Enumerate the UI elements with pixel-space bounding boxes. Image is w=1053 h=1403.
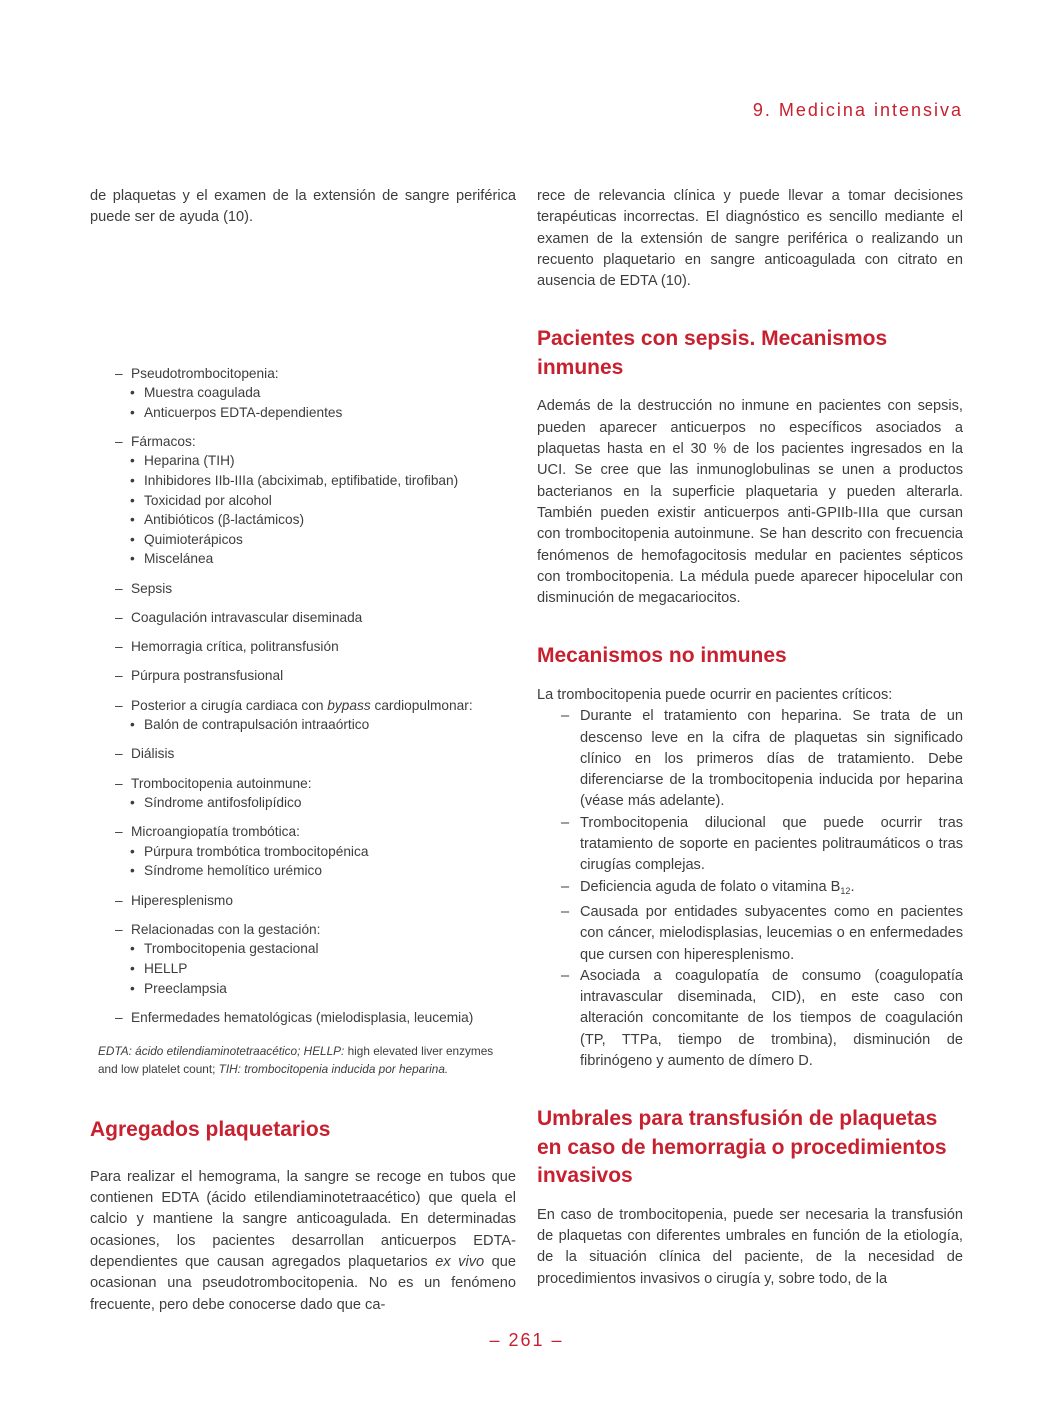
dash-marker: – [115, 746, 123, 762]
section-title-sepsis: Pacientes con sepsis. Mecanismos inmunes [537, 327, 888, 379]
section-title-umbrales: Umbrales para transfusión de plaquetas en caso de hemorragia o procedimientos invasivos [537, 1107, 947, 1188]
cause-subitem-text: Síndrome antifosfolipídico [144, 794, 302, 810]
cause-subitem [130, 959, 516, 979]
dash-marker: – [561, 878, 570, 895]
dash-marker: – [115, 775, 123, 791]
cause-label-part: Posterior a cirugía cardiaca con [131, 697, 328, 713]
cause-subitem [130, 979, 516, 999]
dash-marker: – [115, 639, 123, 655]
cause-item [115, 364, 516, 423]
cause-item [115, 666, 516, 685]
dash-marker: – [115, 1009, 123, 1025]
cause-subitem-text: Preeclampsia [144, 980, 227, 996]
cause-subitem [130, 939, 516, 959]
cause-subitem-text: Miscelánea [144, 551, 214, 567]
cause-label-part: bypass [327, 697, 371, 713]
cause-subitem-text: Muestra coagulada [144, 385, 261, 400]
table-legend [90, 1043, 516, 1078]
cause-subitem [130, 530, 516, 550]
umbrales-paragraph: En caso de trombocitopenia, puede ser necesaria la transfusión de plaquetas con diferentes umbrales en función de la etiología, de la situación clínica del paciente, de la necesidad de procedimientos invasivos o cirugía y, sobre todo, de la [537, 1206, 963, 1287]
dash-marker: – [561, 967, 570, 984]
legend-part: TIH: trombocitopenia inducida por heparina. [218, 1061, 449, 1076]
cause-subitem [130, 842, 516, 862]
cause-label: Hemorragia crítica, politransfusión [131, 639, 339, 655]
right-intro-paragraph: rece de relevancia clínica y puede llevar a tomar decisiones terapéuticas incorrectas. El diagnóstico es sencillo mediante el examen de la extensión de sangre periférica o realizando un recuento plaquetario en sangre anticoagulada con citrato en ausencia de EDTA (10). [537, 188, 963, 290]
bullet-marker: • [130, 716, 135, 732]
cause-subitem-text: Antibióticos (β-lactámicos) [144, 512, 304, 528]
cause-subitem-text: Anticuerpos EDTA-dependientes [144, 404, 343, 420]
dash-marker: – [115, 433, 123, 449]
cause-subitem-text: Toxicidad por alcohol [144, 492, 272, 508]
thrombocytopenia-causes-list [90, 364, 516, 1028]
bullet-marker: • [130, 960, 135, 976]
cause-label: Púrpura postransfusional [131, 668, 284, 684]
legend-part: high elevated liver enzymes and low platelet count; [98, 1044, 494, 1076]
cause-label: Microangiopatía trombótica: [131, 824, 300, 840]
cause-subitem [130, 451, 516, 471]
cause-subitem-text: Síndrome hemolítico urémico [144, 863, 323, 879]
agregados-paragraph: Para realizar el hemograma, la sangre se recoge en tubos que contienen EDTA (ácido etilendiaminotetraacético) que quela el calcio y mantiene la sangre anticoagulada. En determinadas ocasiones, los pacientes desarrollan anticuerpos EDTA-dependientes que causan agregados plaquetarios ex vivo que ocasionan una pseudotrombocitopenia. No es un fenómeno frecuente, pero debe conocerse dado que ca- [90, 1168, 516, 1313]
cause-subitem [130, 383, 516, 403]
cause-subitem [130, 491, 516, 511]
cause-item [115, 891, 516, 910]
no-inmunes-item [561, 706, 963, 812]
cause-label: Sepsis [131, 580, 173, 596]
bullet-marker: • [130, 492, 135, 508]
no-inmunes-item-text: Deficiencia aguda de folato o vitamina B [580, 878, 841, 895]
bullet-marker: • [130, 531, 135, 547]
cause-label: Enfermedades hematológicas (mielodisplasia, leucemia) [131, 1009, 474, 1025]
section-title-no-inmunes: Mecanismos no inmunes [537, 644, 787, 668]
bullet-marker: • [130, 843, 135, 859]
no-inmunes-intro: La trombocitopenia puede ocurrir en pacientes críticos: [537, 686, 893, 703]
cause-item [115, 774, 516, 813]
cause-subitem [130, 510, 516, 530]
dash-marker: – [115, 824, 123, 840]
cause-subitem [130, 861, 516, 881]
no-inmunes-item-text: Trombocitopenia dilucional que puede ocurrir tras tratamiento de soporte en pacientes politraumáticos o tras cirugías complejas. [580, 814, 963, 874]
left-intro-paragraph: de plaquetas y el examen de la extensión de sangre periférica puede ser de ayuda (10). [90, 188, 516, 226]
dash-marker: – [115, 580, 123, 596]
cause-item [115, 696, 516, 735]
no-inmunes-item [561, 902, 963, 966]
dash-marker: – [561, 708, 570, 725]
dash-marker: – [115, 609, 123, 625]
no-inmunes-item-text: Durante el tratamiento con heparina. Se trata de un descenso leve en la cifra de plaquetas sin significado clínico en los primeros días de tratamiento. Debe diferenciarse de la trombocitopenia inducida por heparina (véase más adelante). [580, 708, 963, 810]
cause-label: Fármacos: [131, 433, 196, 449]
cause-label: Coagulación intravascular diseminada [131, 609, 363, 625]
cause-subitem-text: Heparina (TIH) [144, 453, 235, 469]
cause-item [115, 637, 516, 656]
cause-item [115, 920, 516, 998]
dash-marker: – [115, 892, 123, 908]
cause-subitem-text: Balón de contrapulsación intraaórtico [144, 716, 370, 732]
cause-subitem [130, 403, 516, 423]
cause-subitem-text: Inhibidores IIb-IIIa (abciximab, eptifibatide, tirofiban) [144, 472, 459, 488]
left-column [90, 186, 516, 1316]
no-inmunes-item [561, 966, 963, 1072]
no-inmunes-list [537, 706, 963, 1072]
cause-label: Trombocitopenia autoinmune: [131, 775, 312, 791]
section-title-agregados: Agregados plaquetarios [90, 1118, 331, 1142]
bullet-marker: • [130, 863, 135, 879]
dash-marker: – [115, 921, 123, 937]
cause-subitem [130, 471, 516, 491]
cause-label: Pseudotrombocitopenia: [131, 365, 279, 381]
cause-subitem [130, 715, 516, 735]
dash-marker: – [115, 668, 123, 684]
cause-subitem-text: Púrpura trombótica trombocitopénica [144, 843, 369, 859]
bullet-marker: • [130, 980, 135, 996]
cause-item [115, 579, 516, 598]
dash-marker: – [115, 697, 123, 713]
cause-subitem-text: Trombocitopenia gestacional [144, 941, 319, 957]
cause-subitem [130, 549, 516, 569]
cause-item [115, 432, 516, 569]
right-column [537, 186, 963, 1290]
cause-item [115, 608, 516, 627]
b12-subscript: 12 [840, 885, 851, 896]
bullet-marker: • [130, 472, 135, 488]
bullet-marker: • [130, 941, 135, 957]
bullet-marker: • [130, 404, 135, 420]
cause-label: Relacionadas con la gestación: [131, 921, 321, 937]
b12-tail: . [850, 878, 855, 895]
legend-part: EDTA: ácido etilendiaminotetraacético; HELLP: [98, 1044, 345, 1059]
cause-subitem [130, 793, 516, 813]
cause-label: Diálisis [131, 746, 175, 762]
no-inmunes-item [561, 813, 963, 877]
bullet-marker: • [130, 512, 135, 528]
bullet-marker: • [130, 794, 135, 810]
cause-item [115, 744, 516, 763]
cause-label: Hiperesplenismo [131, 892, 233, 908]
dash-marker: – [115, 365, 123, 381]
cause-subitem-text: Quimioterápicos [144, 531, 243, 547]
bullet-marker: • [130, 453, 135, 469]
bullet-marker: • [130, 551, 135, 567]
no-inmunes-item-text: Causada por entidades subyacentes como en pacientes con cáncer, mielodisplasias, leucemias o en enfermedades que cursen con hiperesplenismo. [580, 903, 963, 963]
cause-label-part: cardiopulmonar: [370, 697, 473, 713]
no-inmunes-item-text: Asociada a coagulopatía de consumo (coagulopatía intravascular diseminada, CID), en este caso con alteración concomitante de los tiempos de coagulación (TP, TTPa, tiempo de trombina), disminución de fibrinógeno y aumento de dímero D. [580, 967, 963, 1069]
cause-item [115, 822, 516, 881]
cause-item [115, 1008, 516, 1027]
dash-marker: – [561, 903, 570, 920]
page-number: – 261 – [489, 1330, 564, 1350]
sepsis-paragraph: Además de la destrucción no inmune en pacientes con sepsis, pueden aparecer anticuerpos no específicos asociados a plaquetas hasta en el 30 % de los pacientes ingresados en la UCI. Se cree que las inmunoglobulinas se unen a productos bacterianos en la superficie plaquetaria y pueden alterarla. También pueden existir anticuerpos anti-GPIIb-IIIa que cursan con trombocitopenia autoinmune. Se han descrito con frecuencia fenómenos de hemofagocitosis medular en pacientes sépticos con trombocitopenia. La médula puede aparecer hipocelular con disminución de megacariocitos. [537, 398, 963, 607]
bullet-marker: • [130, 385, 135, 400]
no-inmunes-item [561, 877, 963, 902]
running-head: 9. Medicina intensiva [752, 100, 963, 120]
cause-subitem-text: HELLP [144, 960, 188, 976]
dash-marker: – [561, 814, 570, 831]
